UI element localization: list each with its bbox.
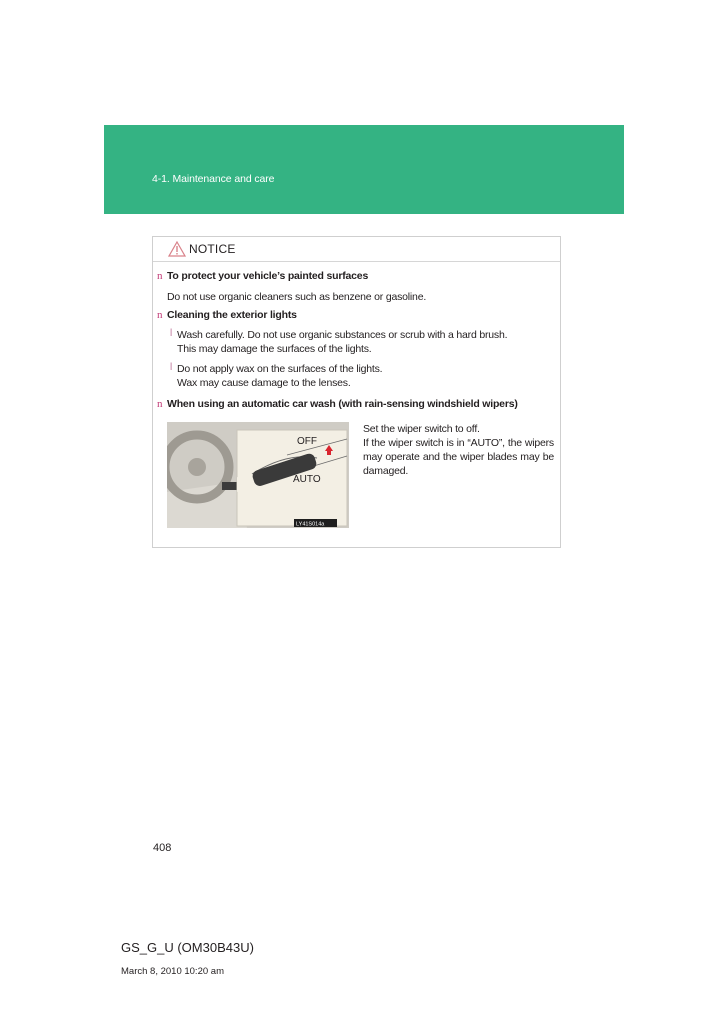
item-text: Wash carefully. Do not use organic substances or scrub with a hard brush. [177, 329, 508, 341]
item-text: This may damage the surfaces of the lights. [177, 343, 372, 355]
notice-label: NOTICE [189, 242, 236, 256]
section-title: 4-1. Maintenance and care [152, 173, 275, 185]
document-date: March 8, 2010 10:20 am [121, 966, 224, 977]
section-heading: When using an automatic car wash (with rain-sensing windshield wipers) [167, 398, 518, 410]
item-text: Wax may cause damage to the lenses. [177, 377, 351, 389]
caption-line: Set the wiper switch to off. [363, 423, 480, 435]
warning-triangle-icon [168, 241, 186, 257]
document-id: GS_G_U (OM30B43U) [121, 940, 254, 955]
page-number: 408 [153, 842, 172, 854]
notice-header [153, 237, 560, 262]
chapter-header-band [104, 125, 624, 214]
item-bullet: l [170, 362, 173, 373]
section-heading: To protect your vehicle’s painted surfaces [167, 270, 369, 282]
section-heading: Cleaning the exterior lights [167, 309, 297, 321]
figure-code: LY41S014a [296, 521, 325, 528]
off-label: OFF [297, 436, 317, 447]
auto-label: AUTO [293, 474, 321, 485]
wiper-switch-illustration [167, 422, 349, 528]
wiper-switch-drawing [167, 422, 349, 528]
section-bullet: n [157, 270, 163, 282]
section-body: Do not use organic cleaners such as benzene or gasoline. [167, 291, 427, 303]
caption-line: If the wiper switch is in “AUTO”, the wipers may operate and the wiper blades may be damaged. [363, 437, 554, 477]
item-bullet: l [170, 328, 173, 339]
section-bullet: n [157, 398, 163, 410]
illustration-caption [363, 422, 554, 478]
item-text: Do not apply wax on the surfaces of the lights. [177, 363, 383, 375]
notice-box [152, 236, 561, 548]
section-bullet: n [157, 309, 163, 321]
